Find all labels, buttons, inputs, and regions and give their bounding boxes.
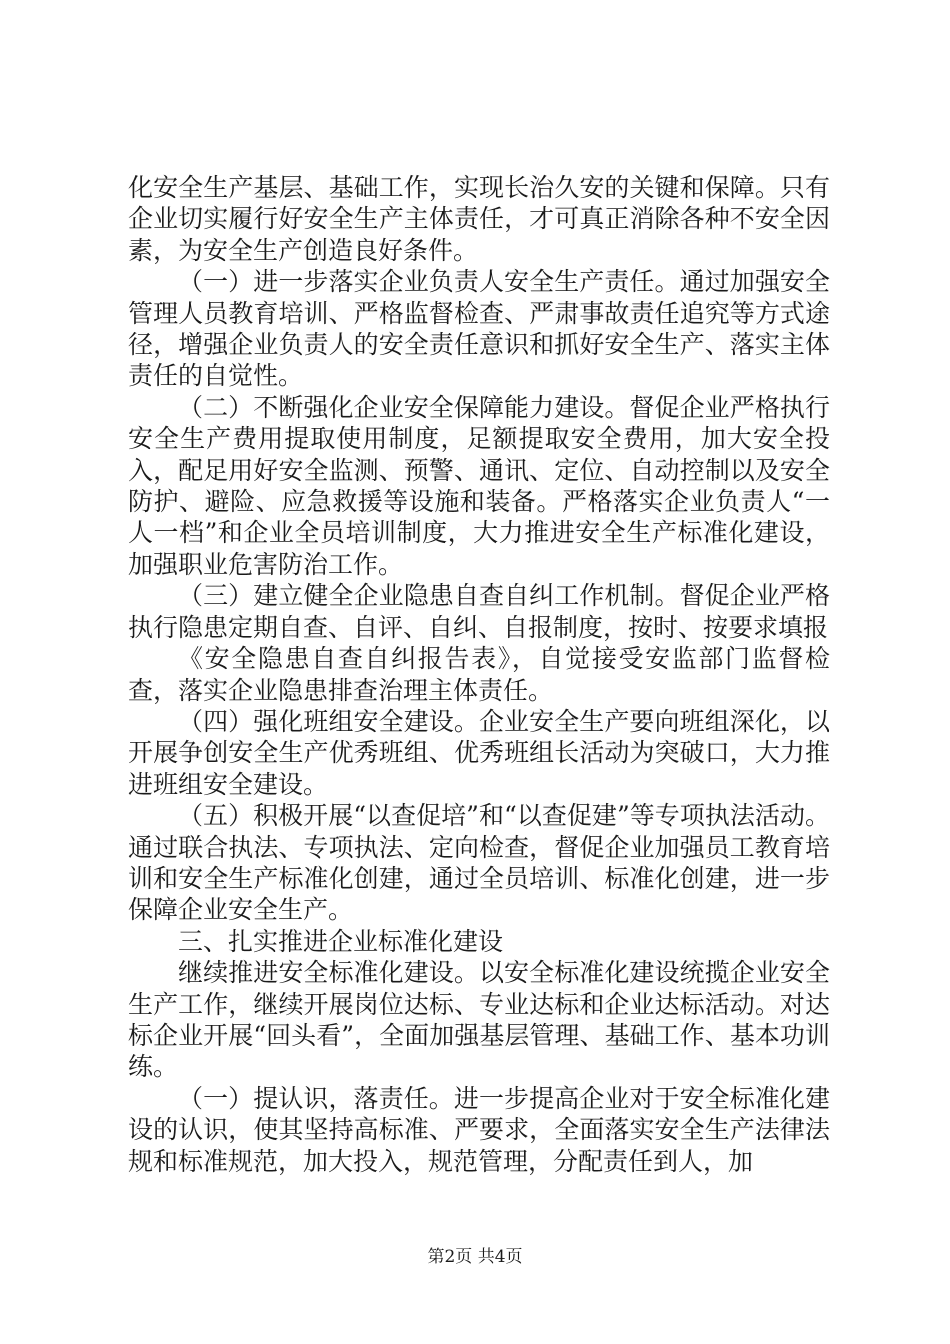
paragraph-item-4: （四）强化班组安全建设。企业安全生产要向班组深化，以开展争创安全生产优秀班组、优秀班组长活动为突破口，大力推进班组安全建设。	[128, 706, 830, 799]
paragraph-continuation: 化安全生产基层、基础工作，实现长治久安的关键和保障。只有企业切实履行好安全生产主体责任，才可真正消除各种不安全因素，为安全生产创造良好条件。	[128, 173, 830, 265]
paragraph-item-5: （五）积极开展“以查促培”和“以查促建”等专项执法活动。通过联合执法、专项执法、定向检查，督促企业加强员工教育培训和安全生产标准化创建，通过全员培训、标准化创建，进一步保障企业安全生产。	[128, 801, 830, 925]
page-number-footer: 第2页 共4页	[427, 1247, 523, 1267]
paragraph-item-1: （一）进一步落实企业负责人安全生产责任。通过加强安全管理人员教育培训、严格监督检查、严肃事故责任追究等方式途径，增强企业负责人的安全责任意识和抓好安全生产、落实主体责任的自觉性。	[128, 267, 830, 391]
paragraph-item-3: （三）建立健全企业隐患自查自纠工作机制。督促企业严格执行隐患定期自查、自评、自纠、自报制度，按时、按要求填报	[128, 581, 830, 642]
document-body	[128, 172, 830, 1177]
paragraph-section-item-1: （一）提认识，落责任。进一步提高企业对于安全标准化建设的认识，使其坚持高标准、严要求，全面落实安全生产法律法规和标准规范，加大投入，规范管理，分配责任到人，加	[128, 1083, 830, 1176]
paragraph-item-3-continued: 《安全隐患自查自纠报告表》，自觉接受安监部门监督检查，落实企业隐患排查治理主体责任。	[128, 644, 830, 705]
section-heading: 三、扎实推进企业标准化建设	[178, 926, 504, 956]
paragraph-item-2: （二）不断强化企业安全保障能力建设。督促企业严格执行安全生产费用提取使用制度，足额提取安全费用，加大安全投入，配足用好安全监测、预警、通讯、定位、自动控制以及安全防护、避险、应急救援等设施和装备。严格落实企业负责人“一人一档”和企业全员培训制度，大力推进安全生产标准化建设，加强职业危害防治工作。	[128, 392, 830, 579]
paragraph-section-intro: 继续推进安全标准化建设。以安全标准化建设统揽企业安全生产工作，继续开展岗位达标、专业达标和企业达标活动。对达标企业开展“回头看”，全面加强基层管理、基础工作、基本功训练。	[128, 958, 830, 1082]
